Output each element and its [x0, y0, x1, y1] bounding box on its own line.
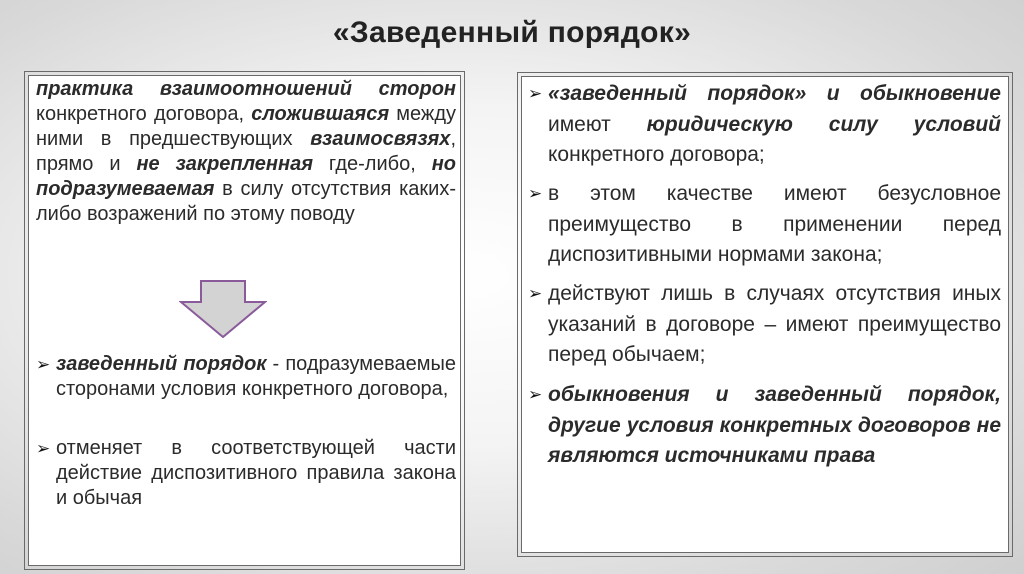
emphasis-text: заведенный порядок: [56, 353, 267, 375]
plain-text: действуют лишь в случаях отсутствия иных указаний в договоре – имеют преимущество перед обычаем;: [548, 282, 1001, 366]
down-arrow-icon: [179, 280, 267, 338]
bullet-arrow-icon: ➢: [528, 184, 543, 203]
emphasis-text: но подразумеваемая: [36, 153, 456, 200]
plain-text: конкретного договора;: [548, 143, 765, 166]
right-point-3: [528, 279, 1001, 371]
emphasis-text: практика взаимоотношений сторон: [36, 78, 456, 100]
right-panel: [521, 76, 1009, 553]
emphasis-text: «заведенный порядок» и обыкновение: [548, 82, 1001, 105]
plain-text: где-либо,: [313, 153, 432, 175]
emphasis-text: обыкновения и заведенный порядок, другие условия конкретных договоров не являются источниками права: [548, 383, 1001, 467]
plain-text: - подразумеваемые сторонами условия конкретного договора,: [56, 353, 457, 400]
right-point-1-text: [548, 79, 1001, 171]
bullet-arrow-icon: ➢: [528, 385, 543, 404]
right-point-4-text: [548, 380, 1001, 472]
bullet-arrow-icon: ➢: [528, 84, 543, 103]
left-point-2: [36, 436, 456, 511]
bullet-arrow-icon: ➢: [36, 355, 51, 374]
bullet-arrow-icon: ➢: [528, 284, 543, 303]
left-panel: [28, 75, 461, 566]
definition-text: [36, 77, 456, 227]
left-point-1-text: [56, 352, 456, 402]
plain-text: в этом качестве имеют безусловное преимущество в применении перед диспозитивными нормами закона;: [548, 182, 1001, 266]
right-point-1: [528, 79, 1001, 171]
down-arrow-shape: [181, 281, 265, 337]
left-point-1: [36, 352, 456, 402]
emphasis-text: взаимосвязях: [310, 128, 451, 150]
left-point-2-text: [56, 436, 456, 511]
right-point-3-text: [548, 279, 1001, 371]
bullet-arrow-icon: ➢: [36, 439, 51, 458]
page-title: «Заведенный порядок»: [332, 16, 692, 49]
plain-text: между ними в предшествующих: [36, 103, 456, 150]
right-point-4: [528, 380, 1001, 472]
plain-text: в силу отсутствия каких-либо возражений по этому поводу: [36, 178, 456, 225]
plain-text: , прямо и: [36, 128, 456, 175]
emphasis-text: не закрепленная: [136, 153, 313, 175]
emphasis-text: сложившаяся: [251, 103, 390, 125]
emphasis-text: юридическую силу условий: [646, 112, 1001, 136]
plain-text: конкретного договора,: [36, 103, 252, 125]
right-point-2-text: [548, 179, 1001, 271]
plain-text: имеют: [548, 112, 647, 136]
right-point-2: [528, 179, 1001, 271]
plain-text: отменяет в соответствующей части действие диспозитивного правила закона и обычая: [56, 437, 456, 509]
